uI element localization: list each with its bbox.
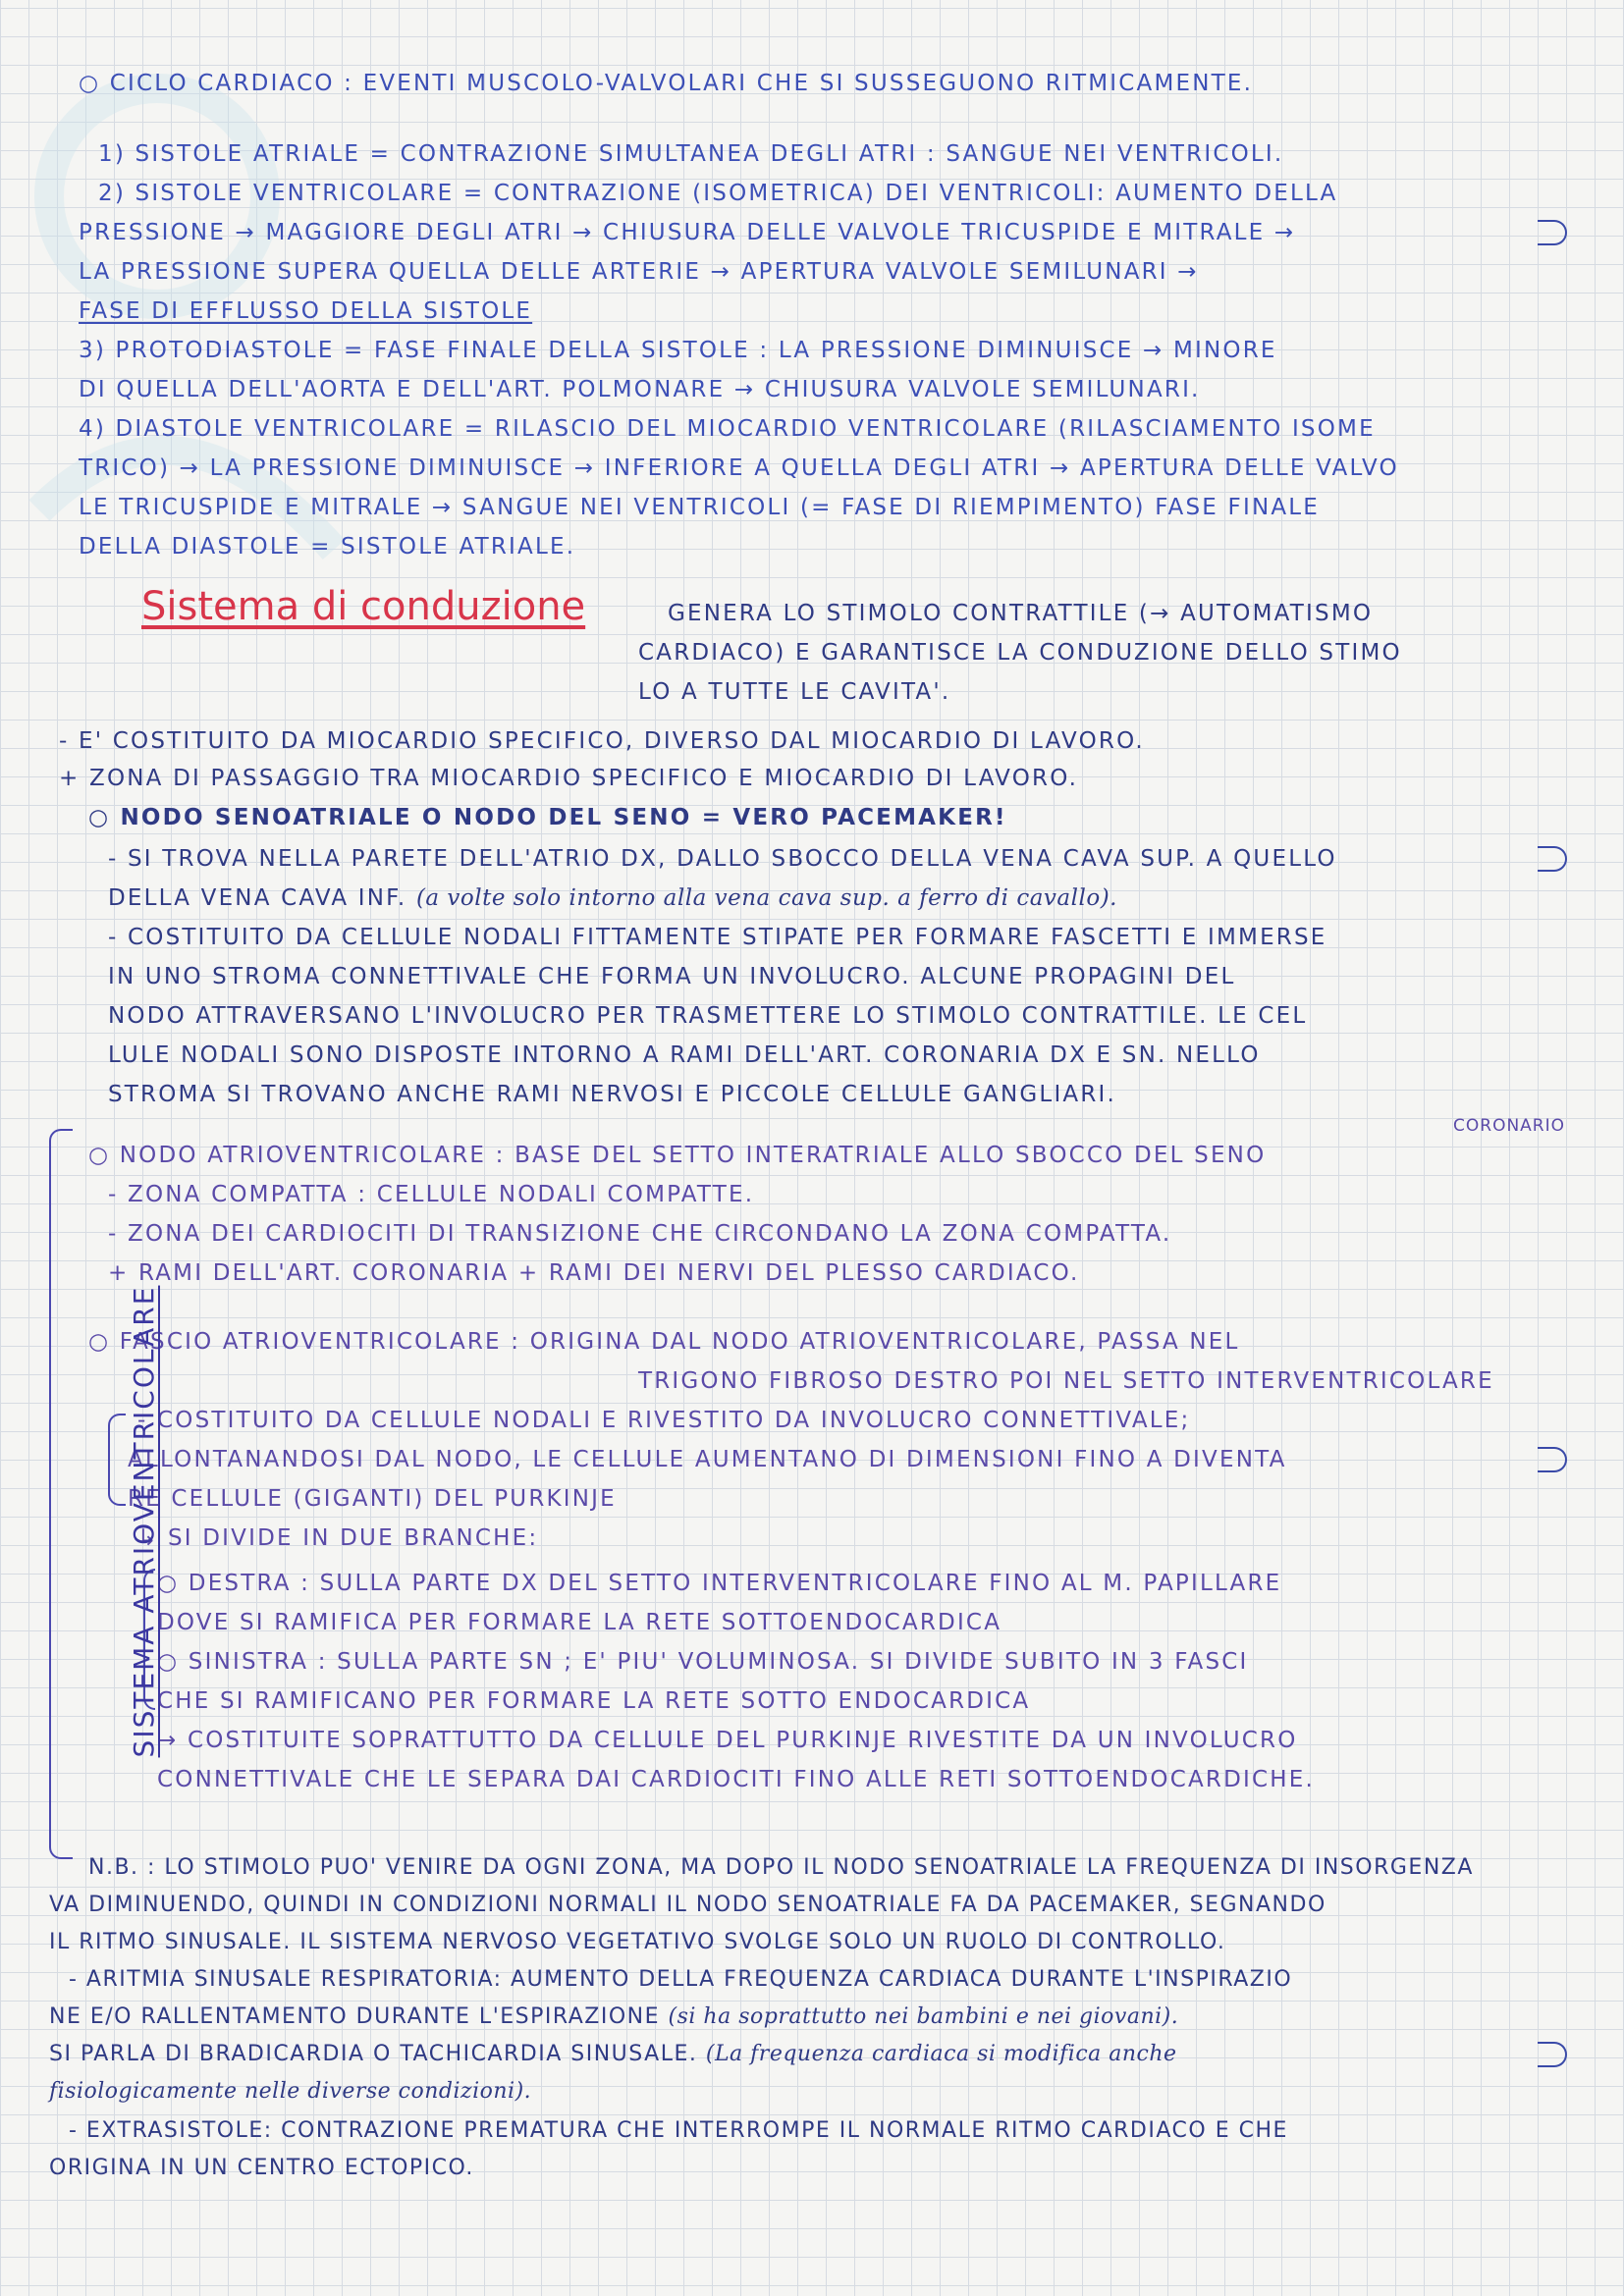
line-rete-destra: DOVE SI RAMIFICA PER FORMARE LA RETE SOTTOENDOCARDICA [157, 1610, 1002, 1635]
line-fisiologicamente: fisiologicamente nelle diverse condizioni). [49, 2079, 532, 2104]
vertical-label-sistema-atrioventricolare: SISTEMA ATRIOVENTRICOLARE [128, 1285, 160, 1758]
continuation-mark [1538, 2042, 1567, 2067]
line-cardiaco: CARDIACO) E GARANTISCE LA CONDUZIONE DELLO STIMO [638, 640, 1402, 666]
line-nodo-attraversano: NODO ATTRAVERSANO L'INVOLUCRO PER TRASMETTERE LO STIMOLO CONTRATTILE. LE CEL [108, 1003, 1308, 1029]
line-sinistra: ○ SINISTRA : SULLA PARTE SN ; E' PIU' VOLUMINOSA. SI DIVIDE SUBITO IN 3 FASCI [157, 1649, 1249, 1675]
line-sistole-ventricolare: 2) SISTOLE VENTRICOLARE = CONTRAZIONE (ISOMETRICA) DEI VENTRICOLI: AUMENTO DELLA [98, 181, 1338, 206]
line-cavita: LO A TUTTE LE CAVITA'. [638, 679, 951, 705]
continuation-mark [1538, 220, 1567, 245]
line-vena-cava [108, 883, 1117, 913]
notes-page [49, 59, 1581, 2268]
line-rami-art: + RAMI DELL'ART. CORONARIA + RAMI DEI NERVI DEL PLESSO CARDIACO. [108, 1260, 1080, 1286]
line-pressione-supera: LA PRESSIONE SUPERA QUELLA DELLE ARTERIE → APERTURA VALVOLE SEMILUNARI → [79, 259, 1199, 285]
heading-nodo-atrioventricolare: ○ NODO ATRIOVENTRICOLARE : BASE DEL SETTO INTERATRIALE ALLO SBOCCO DEL SENO [88, 1143, 1267, 1168]
section-title: Sistema di conduzione [141, 584, 586, 629]
heading-nodo-senoatriale: ○ NODO SENOATRIALE O NODO DEL SENO = VERO PACEMAKER! [88, 805, 1007, 830]
line-bradicardia-caps: SI PARLA DI BRADICARDIA O TACHICARDIA SINUSALE. [49, 2042, 706, 2066]
line-costituito-miocardio: - E' COSTITUITO DA MIOCARDIO SPECIFICO, DIVERSO DAL MIOCARDIO DI LAVORO. [59, 728, 1145, 754]
line-sistole-atriale: 1) SISTOLE ATRIALE = CONTRAZIONE SIMULTANEA DEGLI ATRI : SANGUE NEI VENTRICOLI. [98, 141, 1284, 167]
line-diastole-ventricolare: 4) DIASTOLE VENTRICOLARE = RILASCIO DEL MIOCARDIO VENTRICOLARE (RILASCIAMENTO ISOME [79, 416, 1376, 442]
line-lule-nodali: LULE NODALI SONO DISPOSTE INTORNO A RAMI DELL'ART. CORONARIA DX E SN. NELLO [108, 1042, 1261, 1068]
line-aorta: DI QUELLA DELL'AORTA E DELL'ART. POLMONARE → CHIUSURA VALVOLE SEMILUNARI. [79, 377, 1201, 402]
line-purkinje: RE CELLULE (GIGANTI) DEL PURKINJE [128, 1486, 617, 1512]
line-pressione: PRESSIONE → MAGGIORE DEGLI ATRI → CHIUSURA DELLE VALVOLE TRICUSPIDE E MITRALE → [79, 220, 1296, 245]
line-zona-passaggio: + ZONA DI PASSAGGIO TRA MIOCARDIO SPECIFICO E MIOCARDIO DI LAVORO. [59, 766, 1079, 791]
line-nb: N.B. : LO STIMOLO PUO' VENIRE DA OGNI ZONA, MA DOPO IL NODO SENOATRIALE LA FREQUENZA DI INSORGENZA [88, 1855, 1474, 1880]
line-allontanandosi: ALLONTANANDOSI DAL NODO, LE CELLULE AUMENTANO DI DIMENSIONI FINO A DIVENTA [128, 1447, 1287, 1472]
heading-ciclo-cardiaco: ○ CICLO CARDIACO : EVENTI MUSCOLO-VALVOLARI CHE SI SUSSEGUONO RITMICAMENTE. [79, 71, 1254, 96]
line-zona-cardiociti: - ZONA DEI CARDIOCITI DI TRANSIZIONE CHE CIRCONDANO LA ZONA COMPATTA. [108, 1221, 1172, 1247]
line-trico: TRICO) → LA PRESSIONE DIMINUISCE → INFERIORE A QUELLA DEGLI ATRI → APERTURA DELLE VALVO [79, 455, 1399, 481]
line-rallentamento-note: (si ha soprattutto nei bambini e nei giovani). [668, 2004, 1179, 2029]
line-ritmo-sinusale: IL RITMO SINUSALE. IL SISTEMA NERVOSO VEGETATIVO SVOLGE SOLO UN RUOLO DI CONTROLLO. [49, 1930, 1226, 1954]
continuation-mark [1538, 1447, 1567, 1472]
line-extrasistole: - EXTRASISTOLE: CONTRAZIONE PREMATURA CHE INTERROMPE IL NORMALE RITMO CARDIACO E CHE [69, 2118, 1288, 2143]
line-rallentamento [49, 2002, 1178, 2032]
line-connettivale: CONNETTIVALE CHE LE SEPARA DAI CARDIOCITI FINO ALLE RETI SOTTOENDOCARDICHE. [157, 1767, 1315, 1792]
line-aritmia: - ARITMIA SINUSALE RESPIRATORIA: AUMENTO DELLA FREQUENZA CARDIACA DURANTE L'INSPIRAZIO [69, 1967, 1293, 1992]
line-fase-efflusso: FASE DI EFFLUSSO DELLA SISTOLE [79, 298, 533, 324]
line-stroma-rami: STROMA SI TROVANO ANCHE RAMI NERVOSI E PICCOLE CELLULE GANGLIARI. [108, 1082, 1117, 1107]
line-della-diastole: DELLA DIASTOLE = SISTOLE ATRIALE. [79, 534, 576, 560]
line-trigono: TRIGONO FIBROSO DESTRO POI NEL SETTO INTERVENTRICOLARE [638, 1368, 1494, 1394]
line-tricuspide: LE TRICUSPIDE E MITRALE → SANGUE NEI VENTRICOLI (= FASE DI RIEMPIMENTO) FASE FINALE [79, 495, 1321, 520]
line-costituito-cellule: - COSTITUITO DA CELLULE NODALI E RIVESTITO DA INVOLUCRO CONNETTIVALE; [137, 1408, 1191, 1433]
line-destra: ○ DESTRA : SULLA PARTE DX DEL SETTO INTERVENTRICOLARE FINO AL M. PAPILLARE [157, 1571, 1282, 1596]
line-si-trova: - SI TROVA NELLA PARETE DELL'ATRIO DX, DALLO SBOCCO DELLA VENA CAVA SUP. A QUELLO [108, 846, 1337, 872]
line-costituite: → COSTITUITE SOPRATTUTTO DA CELLULE DEL PURKINJE RIVESTITE DA UN INVOLUCRO [157, 1728, 1298, 1753]
continuation-mark [1538, 846, 1567, 872]
line-bradicardia [49, 2040, 1177, 2069]
heading-fascio-atrioventricolare: ○ FASCIO ATRIOVENTRICOLARE : ORIGINA DAL NODO ATRIOVENTRICOLARE, PASSA NEL [88, 1329, 1240, 1355]
line-rete-sinistra: CHE SI RAMIFICANO PER FORMARE LA RETE SOTTO ENDOCARDICA [157, 1688, 1031, 1714]
line-bradicardia-note: (La frequenza cardiaca si modifica anche [705, 2042, 1177, 2066]
line-vena-cava-note: (a volte solo intorno alla vena cava sup. a ferro di cavallo). [415, 885, 1117, 911]
line-cellule-nodali: - COSTITUITO DA CELLULE NODALI FITTAMENTE STIPATE PER FORMARE FASCETTI E IMMERSE [108, 925, 1327, 950]
line-due-branche: ↳ SI DIVIDE IN DUE BRANCHE: [137, 1525, 539, 1551]
note-coronario: CORONARIO [1453, 1116, 1565, 1136]
line-origina: ORIGINA IN UN CENTRO ECTOPICO. [49, 2156, 474, 2180]
line-genera: GENERA LO STIMOLO CONTRATTILE (→ AUTOMATISMO [668, 601, 1374, 626]
bracket-atrioventricolare [49, 1129, 73, 1859]
line-stroma: IN UNO STROMA CONNETTIVALE CHE FORMA UN INVOLUCRO. ALCUNE PROPAGINI DEL [108, 964, 1236, 989]
line-rallentamento-caps: NE E/O RALLENTAMENTO DURANTE L'ESPIRAZIONE [49, 2004, 669, 2029]
line-vena-cava-caps: DELLA VENA CAVA INF. [108, 885, 416, 911]
line-protodiastole: 3) PROTODIASTOLE = FASE FINALE DELLA SISTOLE : LA PRESSIONE DIMINUISCE → MINORE [79, 338, 1277, 363]
line-zona-compatta: - ZONA COMPATTA : CELLULE NODALI COMPATTE. [108, 1182, 755, 1207]
bracket-fascio [108, 1414, 126, 1506]
line-va-diminuendo: VA DIMINUENDO, QUINDI IN CONDIZIONI NORMALI IL NODO SENOATRIALE FA DA PACEMAKER, SEGNANDO [49, 1893, 1326, 1917]
